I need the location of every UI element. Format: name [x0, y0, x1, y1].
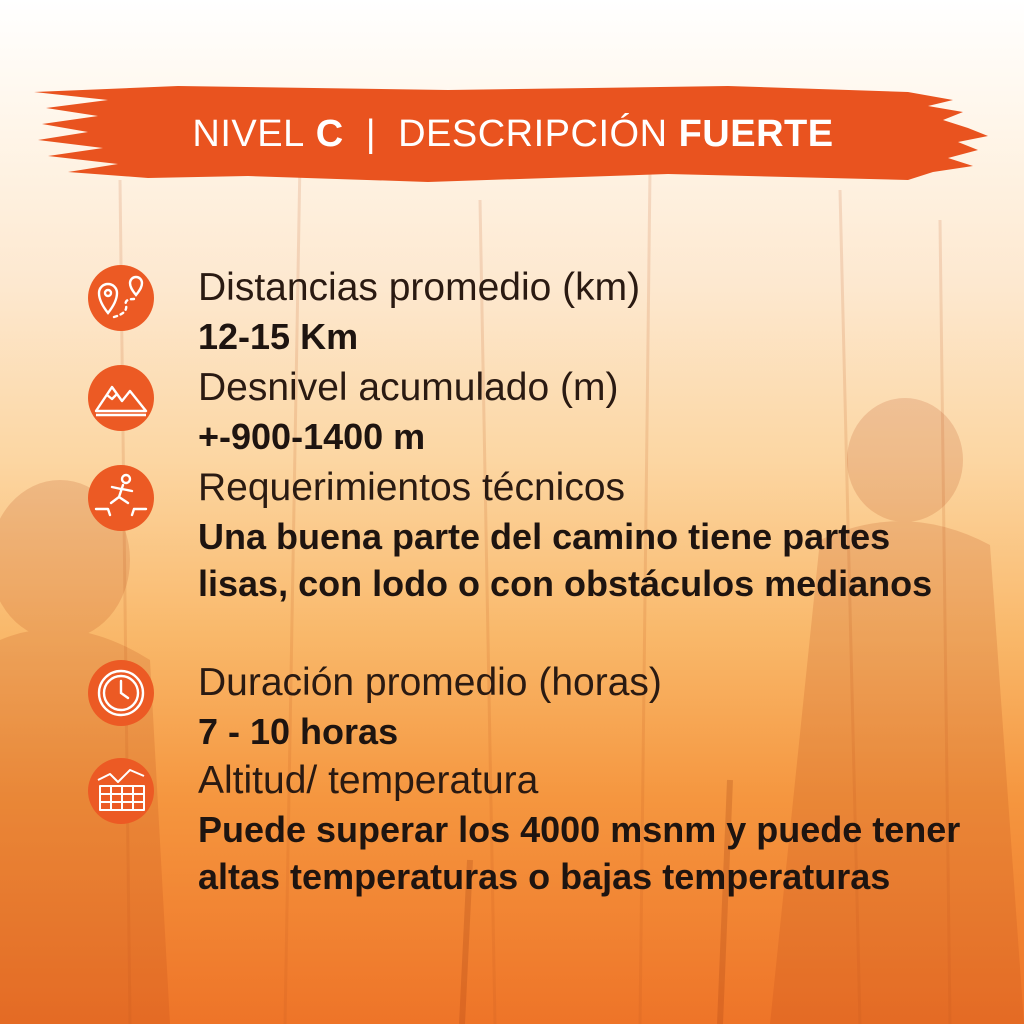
altitude-label: Altitud/ temperatura [198, 759, 539, 802]
duration-value: 7 - 10 horas [198, 711, 399, 752]
distance-value: 12-15 Km [198, 316, 359, 357]
elevation-value: +-900-1400 m [198, 416, 426, 457]
jumping-hiker-icon [88, 465, 154, 531]
technical-label: Requerimientos técnicos [198, 466, 626, 509]
level-prefix: NIVEL [192, 112, 305, 155]
mountains-icon [88, 365, 154, 431]
elevation-label: Desnivel acumulado (m) [198, 366, 619, 409]
clock-icon [88, 660, 154, 726]
altitude-chart-icon [88, 758, 154, 824]
header-separator: | [365, 112, 377, 155]
description-prefix: DESCRIPCIÓN [398, 112, 668, 155]
technical-value: Una buena parte del camino tiene partes lisas, con lodo o con obstáculos medianos [198, 516, 933, 604]
duration-label: Duración promedio (horas) [198, 661, 662, 704]
distance-label: Distancias promedio (km) [198, 266, 641, 309]
altitude-value: Puede superar los 4000 msnm y puede tener altas temperaturas o bajas temperaturas [198, 809, 961, 897]
header-banner [28, 78, 998, 190]
header-title [28, 78, 998, 190]
description-value: FUERTE [678, 112, 834, 155]
map-route-icon [88, 265, 154, 331]
level-code: C [315, 112, 344, 155]
